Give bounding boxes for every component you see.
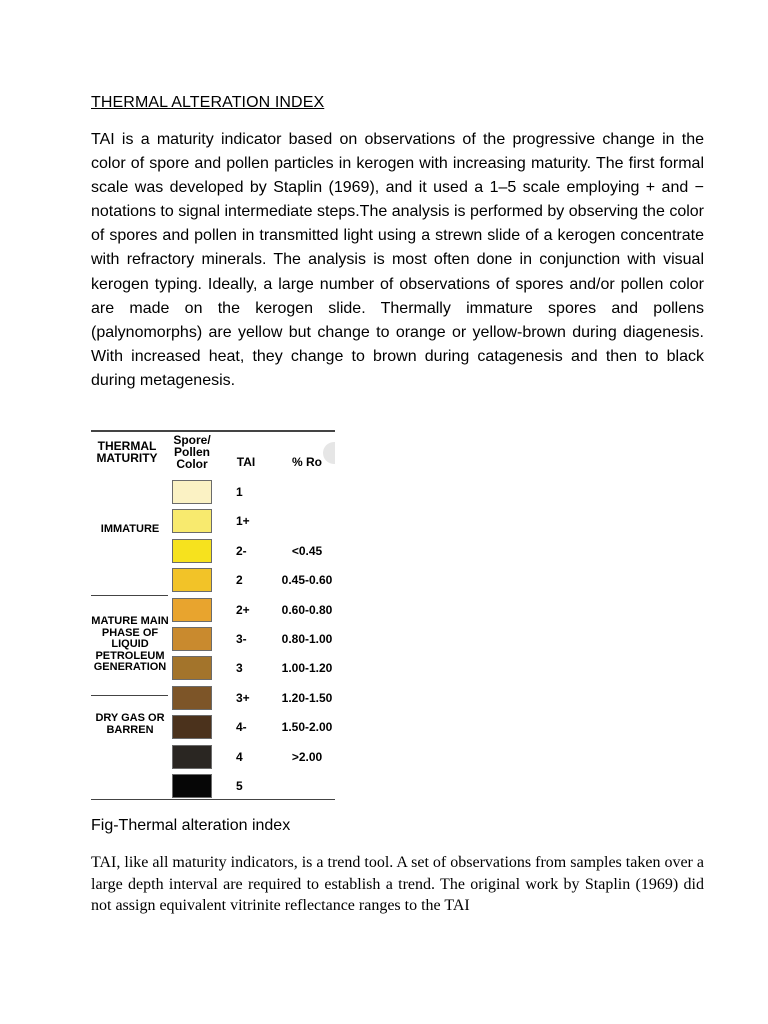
ro-value: 0.45-0.60 <box>281 573 333 588</box>
zone-immature: IMMATURE <box>100 523 160 535</box>
tai-value: 3 <box>236 661 243 676</box>
figure-caption: Fig-Thermal alteration index <box>91 817 291 834</box>
tai-value: 3- <box>236 632 247 646</box>
header-ro: % Ro <box>292 455 322 469</box>
color-swatch <box>172 627 212 651</box>
color-swatch <box>172 568 212 592</box>
color-swatch <box>172 745 212 769</box>
ro-value: <0.45 <box>291 543 323 558</box>
ro-value: 1.20-1.50 <box>281 690 333 705</box>
header-spore-color: Spore/ Pollen Color <box>173 433 211 471</box>
color-swatch <box>172 686 212 710</box>
intro-paragraph: TAI is a maturity indicator based on observations of the progressive change in the color of spore and pollen particles in kerogen with increasing maturity. The first formal scale was developed by Staplin (1969), and it used a 1–5 scale employing + and − notations to signal intermediate steps.The analysis is performed by observing the color of spores and pollen in transmitted light using a strewn slide of a kerogen concentrate with refractory minerals. The analysis is most often done in conjunction with visual kerogen typing. Ideally, a large number of observations of spores and/or pollen color are made on the kerogen slide. Thermally immature spores and pollens (palynomorphs) are yellow but change to orange or yellow-brown during diagenesis. With increased heat, they change to brown during catagenesis and then to black during metagenesis. <box>91 131 704 389</box>
color-swatch <box>172 656 212 680</box>
tai-figure <box>91 430 335 800</box>
tai-value: 1+ <box>236 514 250 529</box>
tai-value: 2 <box>236 573 243 588</box>
tai-value: 3+ <box>236 690 250 705</box>
tai-value: 2+ <box>236 602 250 617</box>
tai-value: 1 <box>236 485 243 499</box>
color-swatch <box>172 598 212 622</box>
tai-value: 5 <box>236 779 243 793</box>
zone-dry-gas: DRY GAS OR BARREN <box>95 712 165 736</box>
zone-mature: MATURE MAIN PHASE OF LIQUID PETROLEUM GENERATION <box>91 615 169 673</box>
color-swatch <box>172 480 212 504</box>
color-swatch <box>172 715 212 739</box>
section-heading: THERMAL ALTERATION INDEX <box>91 94 325 111</box>
tai-value: 4- <box>236 720 247 735</box>
zone-separator <box>91 595 168 596</box>
tai-value: 4 <box>236 749 243 764</box>
figure-bottom-rule <box>91 799 335 800</box>
ro-value: 1.50-2.00 <box>281 720 333 735</box>
header-tai: TAI <box>236 455 256 469</box>
ro-value: 0.80-1.00 <box>281 632 333 646</box>
ro-value: 0.60-0.80 <box>281 602 333 617</box>
ro-value: 1.00-1.20 <box>281 661 333 676</box>
zone-separator <box>91 695 168 696</box>
color-swatch <box>172 539 212 563</box>
body-paragraph: TAI, like all maturity indicators, is a trend tool. A set of observations from samples taken over a large depth interval are required to establish a trend. The original work by Staplin (1969) did not assign equivalent vitrinite reflectance ranges to the TAI <box>91 854 704 914</box>
color-swatch <box>172 509 212 533</box>
tai-value: 2- <box>236 543 247 558</box>
figure-top-rule <box>91 430 335 432</box>
color-swatch <box>172 774 212 798</box>
ro-value: >2.00 <box>291 749 323 764</box>
header-thermal-maturity: THERMAL MATURITY <box>96 439 158 465</box>
